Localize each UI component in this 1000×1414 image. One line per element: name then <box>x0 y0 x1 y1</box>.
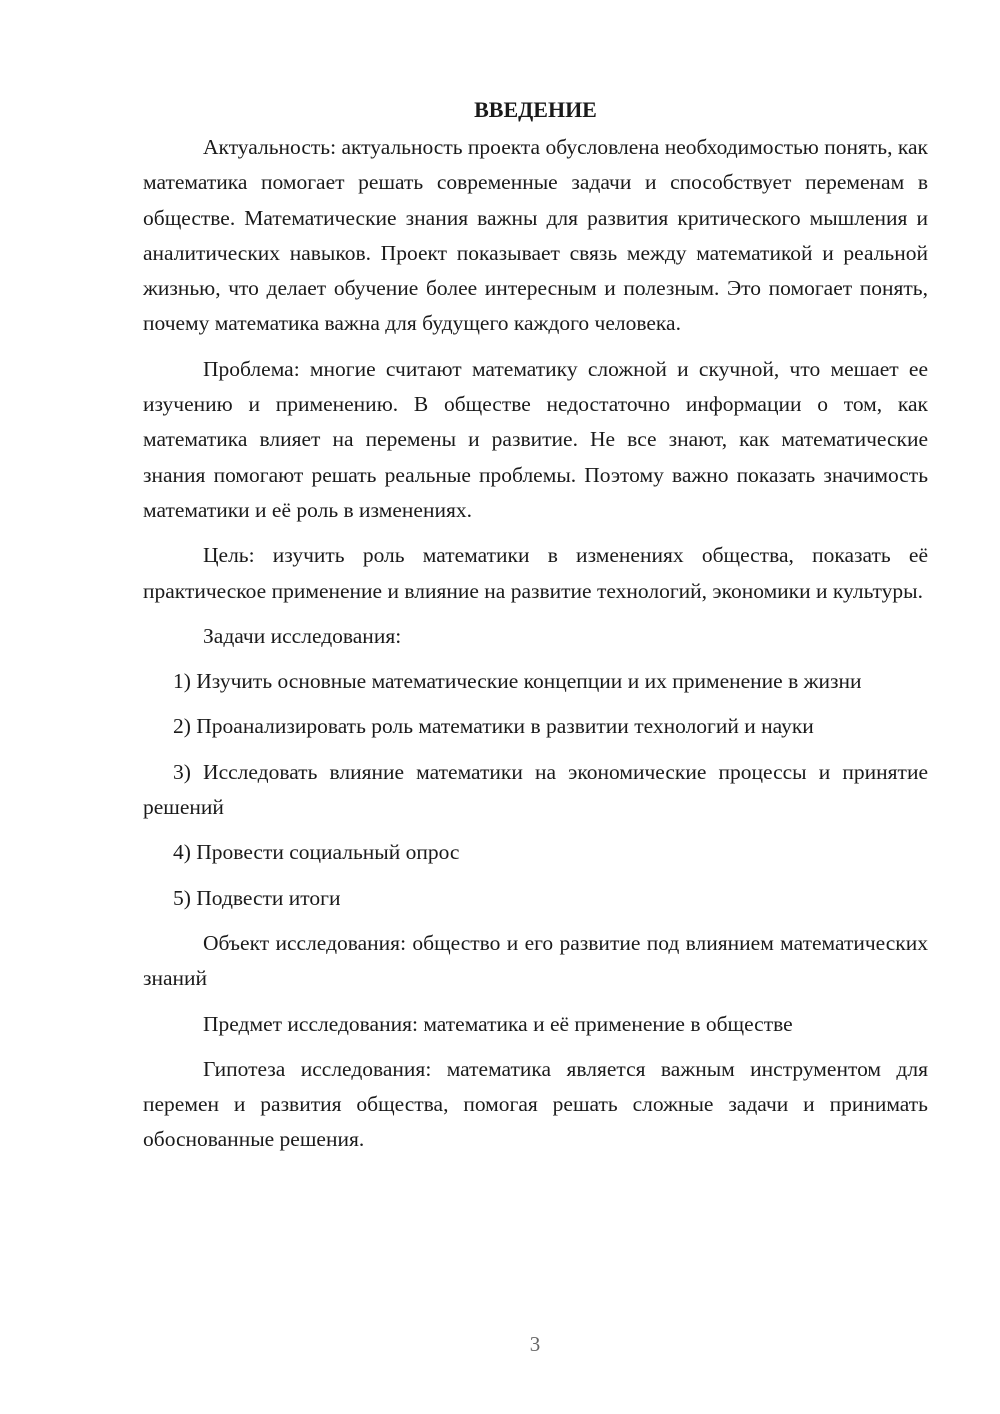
goal-paragraph: Цель: изучить роль математики в изменениях общества, показать её практическое применение и влияние на развитие технологий, экономики и культуры. <box>143 543 928 603</box>
task-item: 2) Проанализировать роль математики в развитии технологий и науки <box>173 714 814 739</box>
hypothesis-paragraph: Гипотеза исследования: математика является важным инструментом для перемен и развития общества, помогая решать сложные задачи и принимать обоснованные решения. <box>143 1056 928 1152</box>
problem-paragraph: Проблема: многие считают математику сложной и скучной, что мешает ее изучению и применению. В обществе недостаточно информации о том, как математика влияет на перемены и развитие. Не все знают, как математические знания помогают решать реальные проблемы. Поэтому важно показать значимость математики и её роль в изменениях. <box>143 356 928 522</box>
page-number: 3 <box>529 1332 541 1356</box>
task-item: 3) Исследовать влияние математики на экономические процессы и принятие решений <box>143 759 928 820</box>
tasks-heading: Задачи исследования: <box>203 623 402 648</box>
document-page <box>143 92 928 1168</box>
task-item: 5) Подвести итоги <box>173 885 341 910</box>
research-object-paragraph: Объект исследования: общество и его развитие под влиянием математических знаний <box>143 930 928 991</box>
section-title: ВВЕДЕНИЕ <box>474 97 597 122</box>
research-subject-paragraph: Предмет исследования: математика и её применение в обществе <box>203 1011 793 1036</box>
relevance-paragraph: Актуальность: актуальность проекта обусловлена необходимостью понять, как математика помогает решать современные задачи и способствует переменам в обществе. Математические знания важны для развития критического мышления и аналитических навыков. Проект показывает связь между математикой и реальной жизнью, что делает обучение более интересным и полезным. Это помогает понять, почему математика важна для будущего каждого человека. <box>143 135 928 336</box>
task-item: 1) Изучить основные математические концепции и их применение в жизни <box>173 669 862 694</box>
task-item: 4) Провести социальный опрос <box>173 840 460 865</box>
